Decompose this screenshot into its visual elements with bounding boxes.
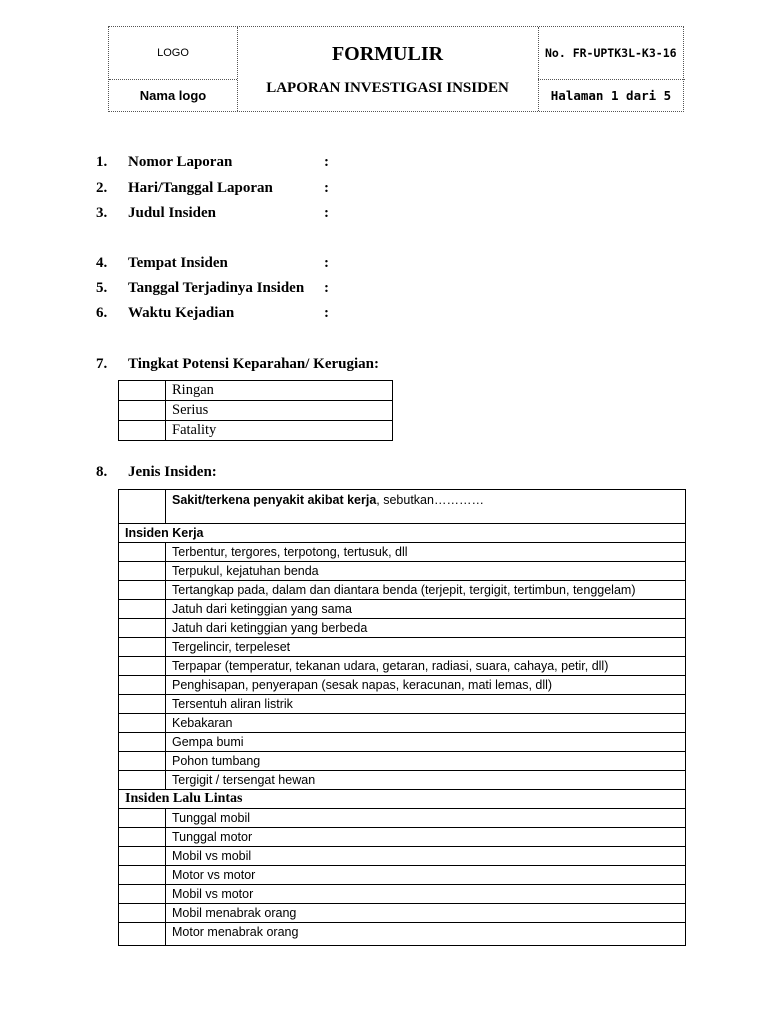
work-incident-rows (119, 543, 686, 790)
table-row (119, 828, 686, 847)
work-incident-label: Tergigit / tersengat hewan (166, 771, 686, 790)
table-row (119, 714, 686, 733)
table-row (119, 809, 686, 828)
work-incident-label: Jatuh dari ketinggian yang berbeda (166, 619, 686, 638)
table-row (119, 600, 686, 619)
table-row (119, 923, 686, 946)
form-subtitle: LAPORAN INVESTIGASI INSIDEN (266, 79, 509, 96)
field-label: Jenis Insiden: (128, 464, 217, 480)
traffic-incident-checkbox[interactable] (119, 885, 166, 904)
section-row (119, 524, 686, 543)
traffic-incident-label: Mobil vs mobil (166, 847, 686, 866)
severity-checkbox-ringan[interactable] (119, 381, 166, 401)
incident-type-table (118, 489, 686, 946)
work-incident-checkbox[interactable] (119, 714, 166, 733)
field-number: 6. (96, 305, 108, 321)
work-incident-label: Penghisapan, penyerapan (sesak napas, keracunan, mati lemas, dll) (166, 676, 686, 695)
traffic-incident-label: Tunggal mobil (166, 809, 686, 828)
field-number: 7. (96, 356, 108, 372)
field-label: Tempat Insiden (128, 255, 228, 271)
severity-label: Fatality (166, 421, 393, 441)
field-colon: : (324, 180, 329, 196)
table-row (119, 657, 686, 676)
field-label: Tingkat Potensi Keparahan/ Kerugian: (128, 356, 380, 372)
traffic-incident-checkbox[interactable] (119, 923, 166, 946)
table-row (119, 771, 686, 790)
table-row (119, 638, 686, 657)
table-row (119, 695, 686, 714)
field-label: Nomor Laporan (128, 154, 233, 170)
field-number: 8. (96, 464, 108, 480)
page-indicator: Halaman 1 dari 5 (550, 88, 672, 103)
work-incident-checkbox[interactable] (119, 752, 166, 771)
traffic-incident-label: Mobil menabrak orang (166, 904, 686, 923)
traffic-incident-rows (119, 809, 686, 946)
table-row (119, 847, 686, 866)
field-number: 5. (96, 280, 108, 296)
field-label: Hari/Tanggal Laporan (128, 180, 273, 196)
table-row (119, 581, 686, 600)
work-incident-label: Jatuh dari ketinggian yang sama (166, 600, 686, 619)
incident-checkbox-illness[interactable] (119, 490, 166, 524)
work-incident-label: Terbentur, tergores, terpotong, tertusuk, dll (166, 543, 686, 562)
traffic-incident-label: Motor vs motor (166, 866, 686, 885)
field-colon: : (324, 280, 329, 296)
work-incident-checkbox[interactable] (119, 695, 166, 714)
logo-name: Nama logo (139, 88, 207, 103)
work-incident-checkbox[interactable] (119, 733, 166, 752)
severity-checkbox-fatality[interactable] (119, 421, 166, 441)
field-number: 1. (96, 154, 108, 170)
work-incident-label: Tergelincir, terpeleset (166, 638, 686, 657)
field-label: Judul Insiden (128, 205, 216, 221)
table-row (119, 543, 686, 562)
work-incident-label: Terpukul, kejatuhan benda (166, 562, 686, 581)
table-row (119, 904, 686, 923)
traffic-incident-checkbox[interactable] (119, 847, 166, 866)
severity-checkbox-serius[interactable] (119, 401, 166, 421)
severity-label: Serius (166, 401, 393, 421)
traffic-incident-checkbox[interactable] (119, 866, 166, 885)
table-row (119, 619, 686, 638)
table-row (119, 866, 686, 885)
logo-placeholder: LOGO (157, 47, 189, 59)
field-colon: : (324, 154, 329, 170)
work-incident-checkbox[interactable] (119, 543, 166, 562)
table-row (119, 401, 393, 421)
table-row (119, 885, 686, 904)
field-number: 4. (96, 255, 108, 271)
traffic-incident-label: Mobil vs motor (166, 885, 686, 904)
field-colon: : (324, 305, 329, 321)
field-label: Tanggal Terjadinya Insiden (128, 280, 305, 296)
illness-label-bold: Sakit/terkena penyakit akibat kerja (172, 493, 377, 507)
traffic-incident-label: Tunggal motor (166, 828, 686, 847)
work-incident-checkbox[interactable] (119, 638, 166, 657)
work-incident-label: Kebakaran (166, 714, 686, 733)
traffic-incident-checkbox[interactable] (119, 904, 166, 923)
work-incident-checkbox[interactable] (119, 657, 166, 676)
work-incident-label: Tertangkap pada, dalam dan diantara benda (terjepit, tergigit, tertimbun, tenggelam) (166, 581, 686, 600)
table-row (119, 676, 686, 695)
work-incident-label: Terpapar (temperatur, tekanan udara, getaran, radiasi, suara, cahaya, petir, dll) (166, 657, 686, 676)
work-incident-checkbox[interactable] (119, 600, 166, 619)
traffic-incident-checkbox[interactable] (119, 809, 166, 828)
table-row (119, 733, 686, 752)
section-traffic-incident: Insiden Lalu Lintas (119, 790, 686, 809)
table-row (119, 490, 686, 524)
table-row (119, 421, 393, 441)
section-row (119, 790, 686, 809)
work-incident-checkbox[interactable] (119, 619, 166, 638)
illness-row-label (166, 490, 686, 524)
table-row (119, 752, 686, 771)
work-incident-checkbox[interactable] (119, 562, 166, 581)
work-incident-checkbox[interactable] (119, 771, 166, 790)
traffic-incident-checkbox[interactable] (119, 828, 166, 847)
table-row (119, 381, 393, 401)
document-number: No. FR-UPTK3L-K3-16 (545, 46, 677, 60)
severity-label: Ringan (166, 381, 393, 401)
severity-table (118, 380, 393, 441)
work-incident-label: Pohon tumbang (166, 752, 686, 771)
work-incident-label: Gempa bumi (166, 733, 686, 752)
work-incident-checkbox[interactable] (119, 676, 166, 695)
work-incident-label: Tersentuh aliran listrik (166, 695, 686, 714)
section-work-incident: Insiden Kerja (119, 524, 686, 543)
field-label: Waktu Kejadian (128, 305, 235, 321)
illness-label-rest: , sebutkan………… (376, 493, 484, 507)
field-colon: : (324, 205, 329, 221)
form-title: FORMULIR (331, 42, 444, 65)
work-incident-checkbox[interactable] (119, 581, 166, 600)
form-header (108, 26, 684, 112)
field-colon: : (324, 255, 329, 271)
table-row (119, 562, 686, 581)
field-number: 2. (96, 180, 108, 196)
field-number: 3. (96, 205, 108, 221)
traffic-incident-label: Motor menabrak orang (166, 923, 686, 946)
